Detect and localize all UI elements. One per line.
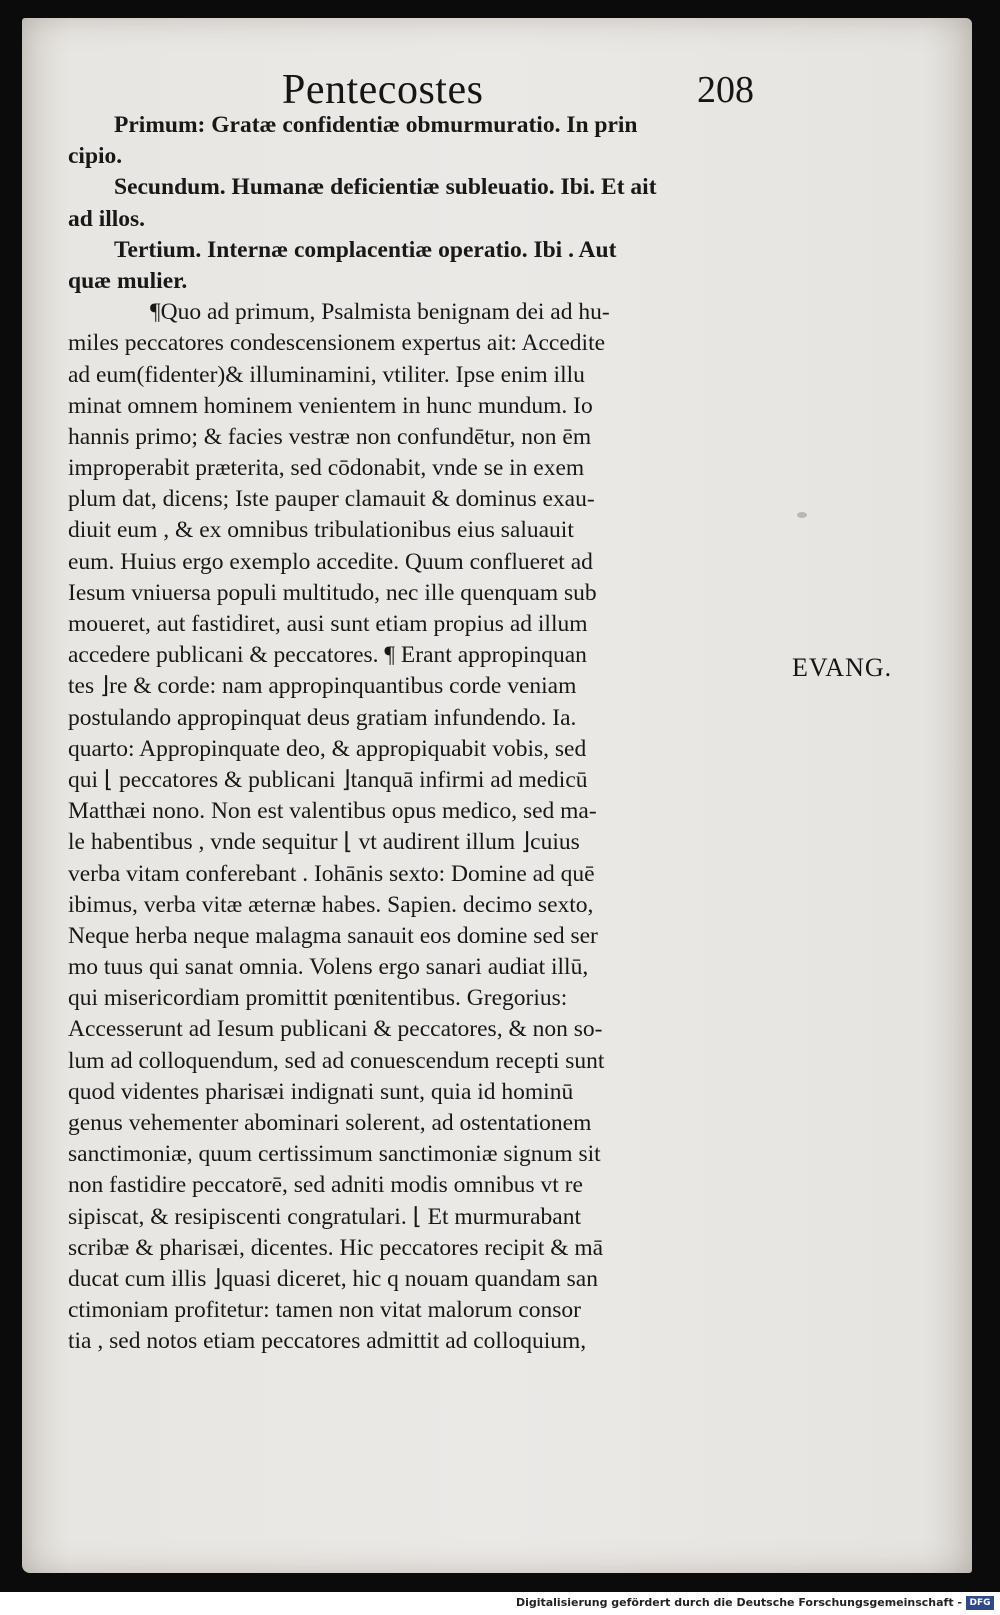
text-line: Primum: Gratæ confidentiæ obmurmuratio. In prin xyxy=(114,112,638,138)
body-text xyxy=(68,110,808,1358)
text-line: qui ⌊ peccatores & publicani ⌋tanquā infirmi ad medicū xyxy=(68,766,588,793)
text-line: miles peccatores condescensionem expertus ait: Accedite xyxy=(68,330,606,357)
text-line: quarto: Appropinquate deo, & appropiquabit vobis, sed xyxy=(68,735,587,762)
footer-bar xyxy=(0,1592,1000,1615)
text-line: lum ad colloquendum, sed ad conuescendum recepti sunt xyxy=(68,1047,605,1074)
text-line: eum. Huius ergo exemplo accedite. Quum conflueret ad xyxy=(68,548,593,575)
text-line: non fastidire peccatorē, sed adniti modis omnibus vt re xyxy=(68,1172,583,1199)
text-line: tia , sed notos etiam peccatores admittit ad colloquium, xyxy=(68,1328,587,1355)
text-line: Neque herba neque malagma sanauit eos domine sed ser xyxy=(68,922,598,949)
text-line: Tertium. Internæ complacentiæ operatio. Ibi . Aut xyxy=(114,236,617,263)
text-line: postulando appropinquat deus gratiam infundendo. Ia. xyxy=(68,704,577,731)
funding-credit: Digitalisierung gefördert durch die Deutsche Forschungsgemeinschaft - xyxy=(515,1596,962,1609)
text-line: sipiscat, & resipiscenti congratulari. ⌊ Et murmurabant xyxy=(68,1203,581,1230)
text-line: improperabit præterita, sed cōdonabit, vnde se in exem xyxy=(68,455,585,482)
text-line: scribæ & pharisæi, dicentes. Hic peccatores recipit & mā xyxy=(68,1234,604,1261)
text-line: accedere publicani & peccatores. ¶ Erant appropinquan xyxy=(68,642,587,669)
text-line: quod videntes pharisæi indignati sunt, quia id hominū xyxy=(68,1078,574,1105)
folio-number: 208 xyxy=(697,69,754,111)
text-line: Matthæi nono. Non est valentibus opus medico, sed ma- xyxy=(68,798,597,825)
page-header xyxy=(82,48,782,113)
text-line: Secundum. Humanæ deficientiæ subleuatio. Ibi. Et ait xyxy=(114,174,657,201)
text-line: quæ mulier. xyxy=(68,267,188,294)
text-line: plum dat, dicens; Iste pauper clamauit & dominus exau- xyxy=(68,486,595,513)
text-line: ibimus, verba vitæ æternæ habes. Sapien. decimo sexto, xyxy=(68,891,594,918)
text-line: tes ⌋re & corde: nam appropinquantibus corde veniam xyxy=(68,673,577,700)
text-line: ctimoniam profitetur: tamen non vitat malorum consor xyxy=(68,1297,581,1324)
text-line: genus vehementer abominari solerent, ad ostentationem xyxy=(68,1110,592,1136)
text-line: hannis primo; & facies vestræ non confundētur, non ēm xyxy=(68,423,592,450)
text-line: Iesum vniuersa populi multitudo, nec ille quenquam sub xyxy=(68,579,597,606)
text-line: diuit eum , & ex omnibus tribulationibus eius saluauit xyxy=(68,517,574,544)
text-line: sanctimoniæ, quum certissimum sanctimoniæ signum sit xyxy=(68,1141,601,1168)
book-page xyxy=(22,18,972,1573)
text-line: Accesserunt ad Iesum publicani & peccatores, & non so- xyxy=(68,1016,603,1043)
text-line: le habentibus , vnde sequitur ⌊ vt audirent illum ⌋cuius xyxy=(68,829,580,856)
dfg-logo-icon: DFG xyxy=(966,1596,994,1610)
text-line: ad illos. xyxy=(68,205,146,232)
margin-note: EVANG. xyxy=(792,653,893,682)
text-line: verba vitam conferebant . Iohānis sexto: Domine ad quē xyxy=(68,860,595,887)
text-line: ¶Quo ad primum, Psalmista benignam dei ad hu- xyxy=(150,299,610,326)
text-line: cipio. xyxy=(68,143,123,170)
text-line: ad eum(fidenter)& illuminamini, vtiliter. Ipse enim illu xyxy=(68,361,585,388)
running-title: Pentecostes xyxy=(282,67,484,113)
text-line: qui misericordiam promittit pœnitentibus. Gregorius: xyxy=(68,985,568,1012)
text-line: ducat cum illis ⌋quasi diceret, hic q nouam quandam san xyxy=(68,1265,598,1292)
text-line: minat omnem hominem venientem in hunc mundum. Io xyxy=(68,392,593,419)
text-line: mo tuus qui sanat omnia. Volens ergo sanari audiat illū, xyxy=(68,954,589,981)
text-line: moueret, aut fastidiret, ausi sunt etiam propius ad illum xyxy=(68,611,588,637)
